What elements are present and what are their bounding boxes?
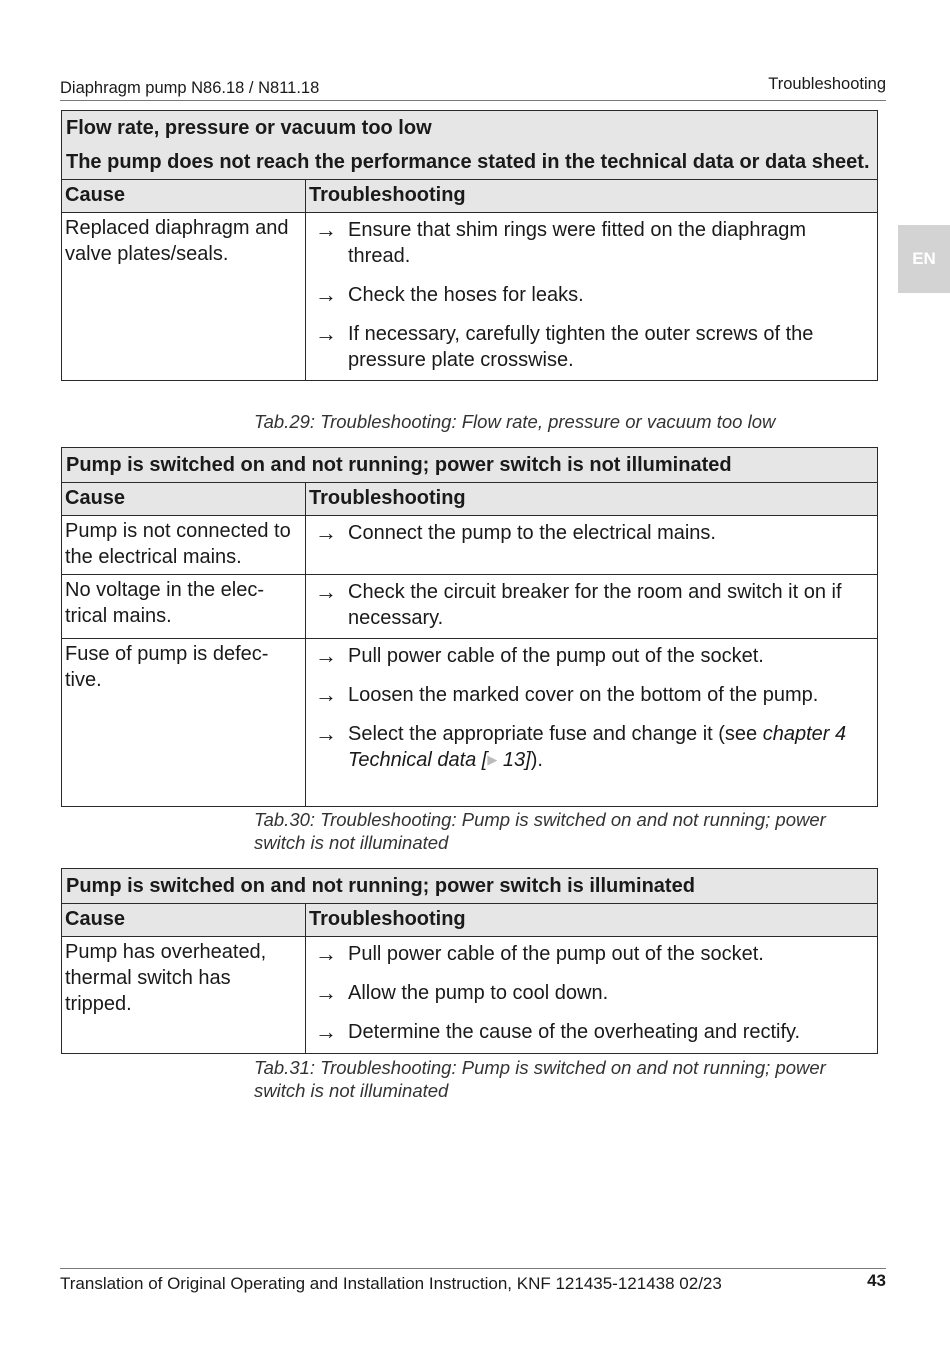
table-row	[62, 937, 878, 1054]
column-header-row	[62, 180, 878, 213]
table-row	[62, 516, 878, 575]
table-header	[62, 448, 878, 483]
troubleshooting-column-header: Troubleshooting	[309, 487, 466, 509]
language-tab: EN	[898, 225, 950, 293]
step-text: Check the circuit breaker for the room and switch it on if necessary.	[348, 581, 842, 629]
troubleshooting-table-29	[61, 110, 878, 381]
steps-cell	[306, 516, 878, 575]
step-item	[315, 217, 871, 269]
arrow-right-icon: →	[315, 217, 337, 242]
step-text: Check the hoses for leaks.	[348, 284, 584, 306]
table-title: Pump is switched on and not running; power switch is illuminated	[66, 875, 695, 897]
page-footer	[60, 1268, 886, 1293]
step-text-part: Select the appropriate fuse and change it (see	[348, 723, 758, 745]
cause-column-header: Cause	[65, 908, 126, 930]
step-item	[315, 520, 871, 546]
step-item	[315, 980, 871, 1006]
arrow-right-icon: →	[315, 980, 337, 1005]
step-text: Ensure that shim rings were fitted on the diaphragm thread.	[348, 219, 807, 267]
step-item	[315, 1019, 871, 1045]
running-header	[60, 76, 886, 101]
cause-cell: Replaced diaphragm and valve plates/seals.	[62, 213, 306, 381]
step-item	[315, 643, 871, 669]
arrow-right-icon: →	[315, 520, 337, 545]
troubleshooting-table-30	[61, 447, 878, 807]
step-item	[315, 282, 871, 308]
steps-cell	[306, 213, 878, 381]
step-item	[315, 579, 871, 631]
cause-cell: No voltage in the elec-trical mains.	[62, 575, 306, 639]
section-title: Troubleshooting	[768, 75, 886, 93]
step-text: Connect the pump to the electrical mains.	[348, 522, 716, 544]
table-subtitle: The pump does not reach the performance stated in the technical data or data sheet.	[66, 151, 870, 173]
column-header-row	[62, 483, 878, 516]
step-text: If necessary, carefully tighten the outer screws of the pressure plate crosswise.	[348, 323, 814, 371]
step-text: Loosen the marked cover on the bottom of the pump.	[348, 684, 819, 706]
table-row	[62, 575, 878, 639]
steps-cell	[306, 937, 878, 1054]
step-item	[315, 321, 871, 373]
column-header-row	[62, 904, 878, 937]
troubleshooting-column-header: Troubleshooting	[309, 184, 466, 206]
table-header	[62, 869, 878, 904]
troubleshooting-table-31	[61, 868, 878, 1054]
reference-text: chapter 4 Technical data [	[348, 723, 847, 771]
step-text: Determine the cause of the overheating and rectify.	[348, 1021, 801, 1043]
step-text-end: ).	[530, 749, 543, 771]
troubleshooting-column-header: Troubleshooting	[309, 908, 466, 930]
arrow-right-icon: →	[315, 682, 337, 707]
arrow-right-icon: →	[315, 721, 337, 746]
arrow-right-icon: →	[315, 1019, 337, 1044]
table-title: Pump is switched on and not running; power switch is not illuminated	[66, 454, 732, 476]
arrow-right-icon: →	[315, 579, 337, 604]
arrow-right-icon: →	[315, 941, 337, 966]
table-caption: Tab.31: Troubleshooting: Pump is switched on and not running; power switch is not illuminated	[254, 1057, 826, 1101]
steps-cell	[306, 639, 878, 807]
document-title: Diaphragm pump N86.18 / N811.18	[60, 79, 320, 97]
step-text: Pull power cable of the pump out of the socket.	[348, 645, 764, 667]
step-item	[315, 682, 871, 708]
footer-text: Translation of Original Operating and Installation Instruction, KNF 121435-121438 02/23	[60, 1274, 722, 1293]
reference-page: 13]	[497, 749, 531, 771]
cause-cell: Pump is not connected to the electrical mains.	[62, 516, 306, 575]
table-title: Flow rate, pressure or vacuum too low	[66, 117, 432, 139]
reference-triangle-icon: ▶	[487, 752, 498, 767]
table-row	[62, 639, 878, 807]
step-text: Pull power cable of the pump out of the socket.	[348, 943, 764, 965]
step-item	[315, 941, 871, 967]
table-header	[62, 111, 878, 180]
arrow-right-icon: →	[315, 282, 337, 307]
step-text: Allow the pump to cool down.	[348, 982, 609, 1004]
cause-cell: Fuse of pump is defec-tive.	[62, 639, 306, 807]
cause-column-header: Cause	[65, 487, 126, 509]
arrow-right-icon: →	[315, 321, 337, 346]
steps-cell	[306, 575, 878, 639]
arrow-right-icon: →	[315, 643, 337, 668]
step-item	[315, 721, 871, 773]
cause-cell: Pump has overheated, thermal switch has tripped.	[62, 937, 306, 1054]
page-number: 43	[867, 1271, 886, 1290]
step-text	[348, 721, 871, 773]
table-row	[62, 213, 878, 381]
table-caption: Tab.29: Troubleshooting: Flow rate, pressure or vacuum too low	[254, 411, 776, 432]
table-caption: Tab.30: Troubleshooting: Pump is switched on and not running; power switch is not illuminated	[254, 809, 826, 853]
cause-column-header: Cause	[65, 184, 126, 206]
